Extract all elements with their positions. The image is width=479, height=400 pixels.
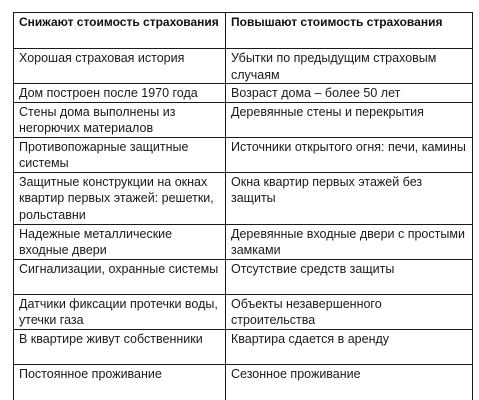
table-row <box>14 84 473 103</box>
table-row <box>14 294 473 329</box>
increase-factor-cell: Окна квартир первых этажей без защиты <box>226 172 473 224</box>
increase-factor-cell: Квартира сдается в аренду <box>226 329 473 364</box>
increase-factor-cell: Убытки по предыдущим страховым случаям <box>226 49 473 84</box>
decrease-factor-cell: Датчики фиксации протечки воды, утечки газа <box>14 294 226 329</box>
table-row <box>14 102 473 137</box>
increase-factor-cell: Отсутствие средств защиты <box>226 259 473 294</box>
table-row <box>14 172 473 224</box>
decrease-factor-cell: Дом построен после 1970 года <box>14 84 226 103</box>
increase-factor-cell: Сезонное проживание <box>226 364 473 400</box>
increase-factor-cell: Источники открытого огня: печи, камины <box>226 137 473 172</box>
increase-factor-cell: Деревянные входные двери с простыми замками <box>226 224 473 259</box>
increase-factor-cell: Возраст дома – более 50 лет <box>226 84 473 103</box>
table-row <box>14 329 473 364</box>
decrease-factor-cell: Постоянное проживание <box>14 364 226 400</box>
header-decrease-cost: Снижают стоимость страхования <box>14 13 226 49</box>
table-row <box>14 224 473 259</box>
table-row <box>14 259 473 294</box>
header-increase-cost: Повышают стоимость страхования <box>226 13 473 49</box>
decrease-factor-cell: В квартире живут собственники <box>14 329 226 364</box>
decrease-factor-cell: Надежные металлические входные двери <box>14 224 226 259</box>
table-row <box>14 364 473 400</box>
increase-factor-cell: Деревянные стены и перекрытия <box>226 102 473 137</box>
cut-off-caption <box>0 0 479 10</box>
decrease-factor-cell: Противопожарные защитные системы <box>14 137 226 172</box>
decrease-factor-cell: Сигнализации, охранные системы <box>14 259 226 294</box>
table-row <box>14 137 473 172</box>
decrease-factor-cell: Хорошая страховая история <box>14 49 226 84</box>
table-header-row <box>14 13 473 49</box>
insurance-cost-factors-table <box>13 12 473 400</box>
table-row <box>14 49 473 84</box>
decrease-factor-cell: Стены дома выполнены из негорючих материалов <box>14 102 226 137</box>
decrease-factor-cell: Защитные конструкции на окнах квартир первых этажей: решетки, рольставни <box>14 172 226 224</box>
increase-factor-cell: Объекты незавершенного строительства <box>226 294 473 329</box>
